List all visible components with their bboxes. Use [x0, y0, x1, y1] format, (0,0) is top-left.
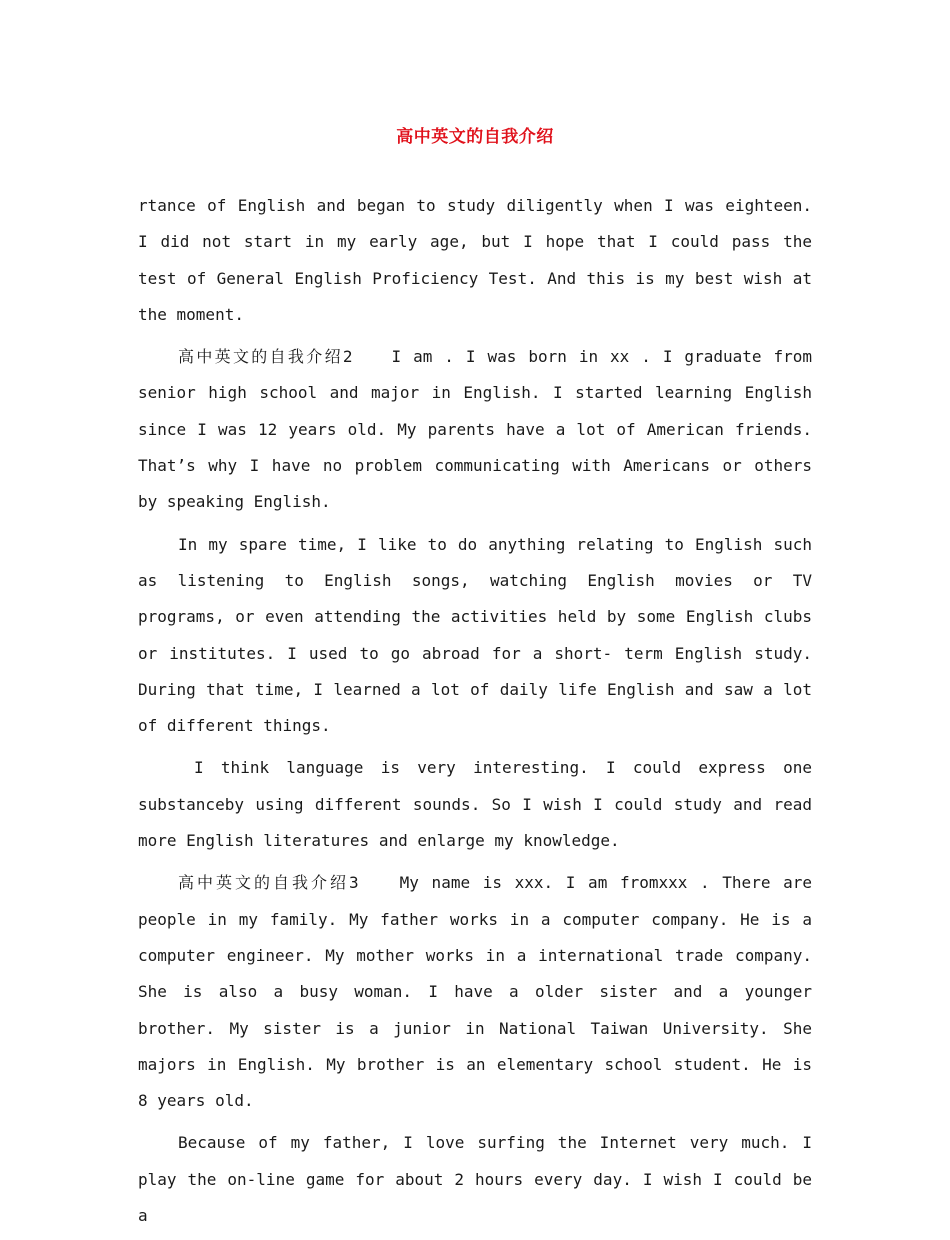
paragraph-language: I think language is very interesting. I could express one substanceby using different sounds. So I wish I could study and read more English literatures and enlarge my knowledge.: [138, 758, 812, 851]
document-body: [138, 188, 812, 1240]
paragraph-intro-2: 高中英文的自我介绍2 I am . I was born in xx . I graduate from senior high school and major in English. I started learning English since I was 12 years old. My parents have a lot of American friends. That’s why I have no problem communicating with Americans or others by speaking English.: [138, 347, 812, 512]
paragraph-spare-time: In my spare time, I like to do anything relating to English such as listening to English songs, watching English movies or TV programs, or even attending the activities held by some English clubs or institutes. I used to go abroad for a short- term English study. During that time, I learned a lot of daily life English and saw a lot of different things.: [138, 534, 812, 736]
document-title: 高中英文的自我介绍: [396, 127, 554, 147]
paragraph-intro-3: 高中英文的自我介绍3 My name is xxx. I am fromxxx . There are people in my family. My father works in a computer company. He is a computer engineer. My mother works in a international trade company. She is also a busy woman. I have a older sister and a younger brother. My sister is a junior in National Taiwan University. She majors in English. My brother is an elementary school student. He is 8 years old.: [138, 873, 812, 1111]
paragraph-continuation: rtance of English and began to study diligently when I was eighteen. I did not start in my early age, but I hope that I could pass the test of General English Proficiency Test. And this is my best wish at the moment.: [138, 196, 812, 324]
paragraph-internet: Because of my father, I love surfing the Internet very much. I play the on-line game for about 2 hours every day. I wish I could be a: [138, 1133, 812, 1226]
